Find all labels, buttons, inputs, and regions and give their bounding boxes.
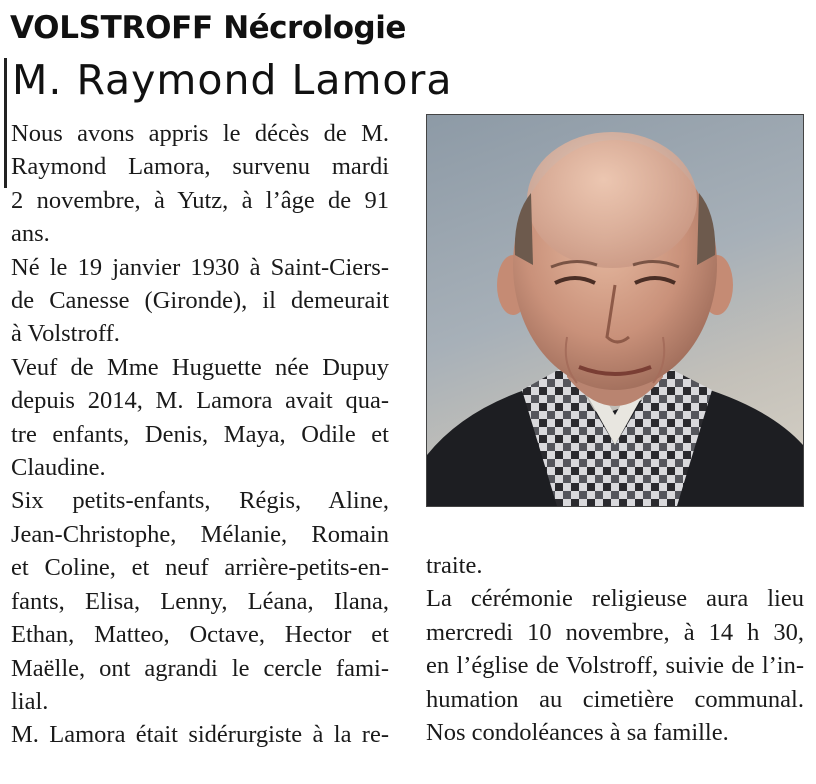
body-line: Nos condoléances à sa famille. <box>426 719 729 747</box>
body-line: 2 novembre, à Yutz, à l’âge de 91 <box>11 186 389 214</box>
body-line: Claudine. <box>11 454 106 482</box>
body-line: Raymond Lamora, survenu mardi <box>11 153 389 181</box>
body-line: Ethan, Matteo, Octave, Hector et <box>11 621 389 649</box>
body-line: Né le 19 janvier 1930 à Saint-Ciers- <box>11 253 389 281</box>
body-line: de Canesse (Gironde), il demeurait <box>11 287 389 315</box>
body-line: tre enfants, Denis, Maya, Odile et <box>11 420 389 448</box>
body-line: et Coline, et neuf arrière-petits-en- <box>11 554 389 582</box>
body-line: humation au cimetière communal. <box>426 685 804 713</box>
body-line: Veuf de Mme Huguette née Dupuy <box>11 353 389 381</box>
article-kicker <box>10 8 406 48</box>
kicker-rubric: Nécrologie <box>223 10 406 46</box>
headline-rule <box>4 58 7 188</box>
portrait-photo <box>426 114 804 507</box>
kicker-place: VOLSTROFF <box>10 10 213 46</box>
portrait-photo-icon <box>427 115 803 506</box>
body-line: traite. <box>426 552 483 579</box>
body-line: Nous avons appris le décès de M. <box>11 120 389 147</box>
body-line: M. Lamora était sidérurgiste à la re- <box>11 721 389 749</box>
body-line: fants, Elisa, Lenny, Léana, Ilana, <box>11 587 389 615</box>
body-line: La cérémonie religieuse aura lieu <box>426 585 804 613</box>
body-line: en l’église de Volstroff, suivie de l’in- <box>426 652 804 680</box>
body-line: à Volstroff. <box>11 320 120 348</box>
article-body-left <box>11 117 389 752</box>
body-line: Maëlle, ont agrandi le cercle fami- <box>11 654 389 682</box>
body-line: ans. <box>11 220 50 248</box>
page-title: M. Raymond Lamora <box>12 56 453 104</box>
body-line: depuis 2014, M. Lamora avait qua- <box>11 387 389 415</box>
article-body-right <box>426 549 804 749</box>
body-line: Six petits-enfants, Régis, Aline, <box>11 487 389 515</box>
body-line: Jean-Christophe, Mélanie, Romain <box>11 520 389 548</box>
body-line: mercredi 10 novembre, à 14 h 30, <box>426 618 804 646</box>
body-line: lial. <box>11 687 49 715</box>
